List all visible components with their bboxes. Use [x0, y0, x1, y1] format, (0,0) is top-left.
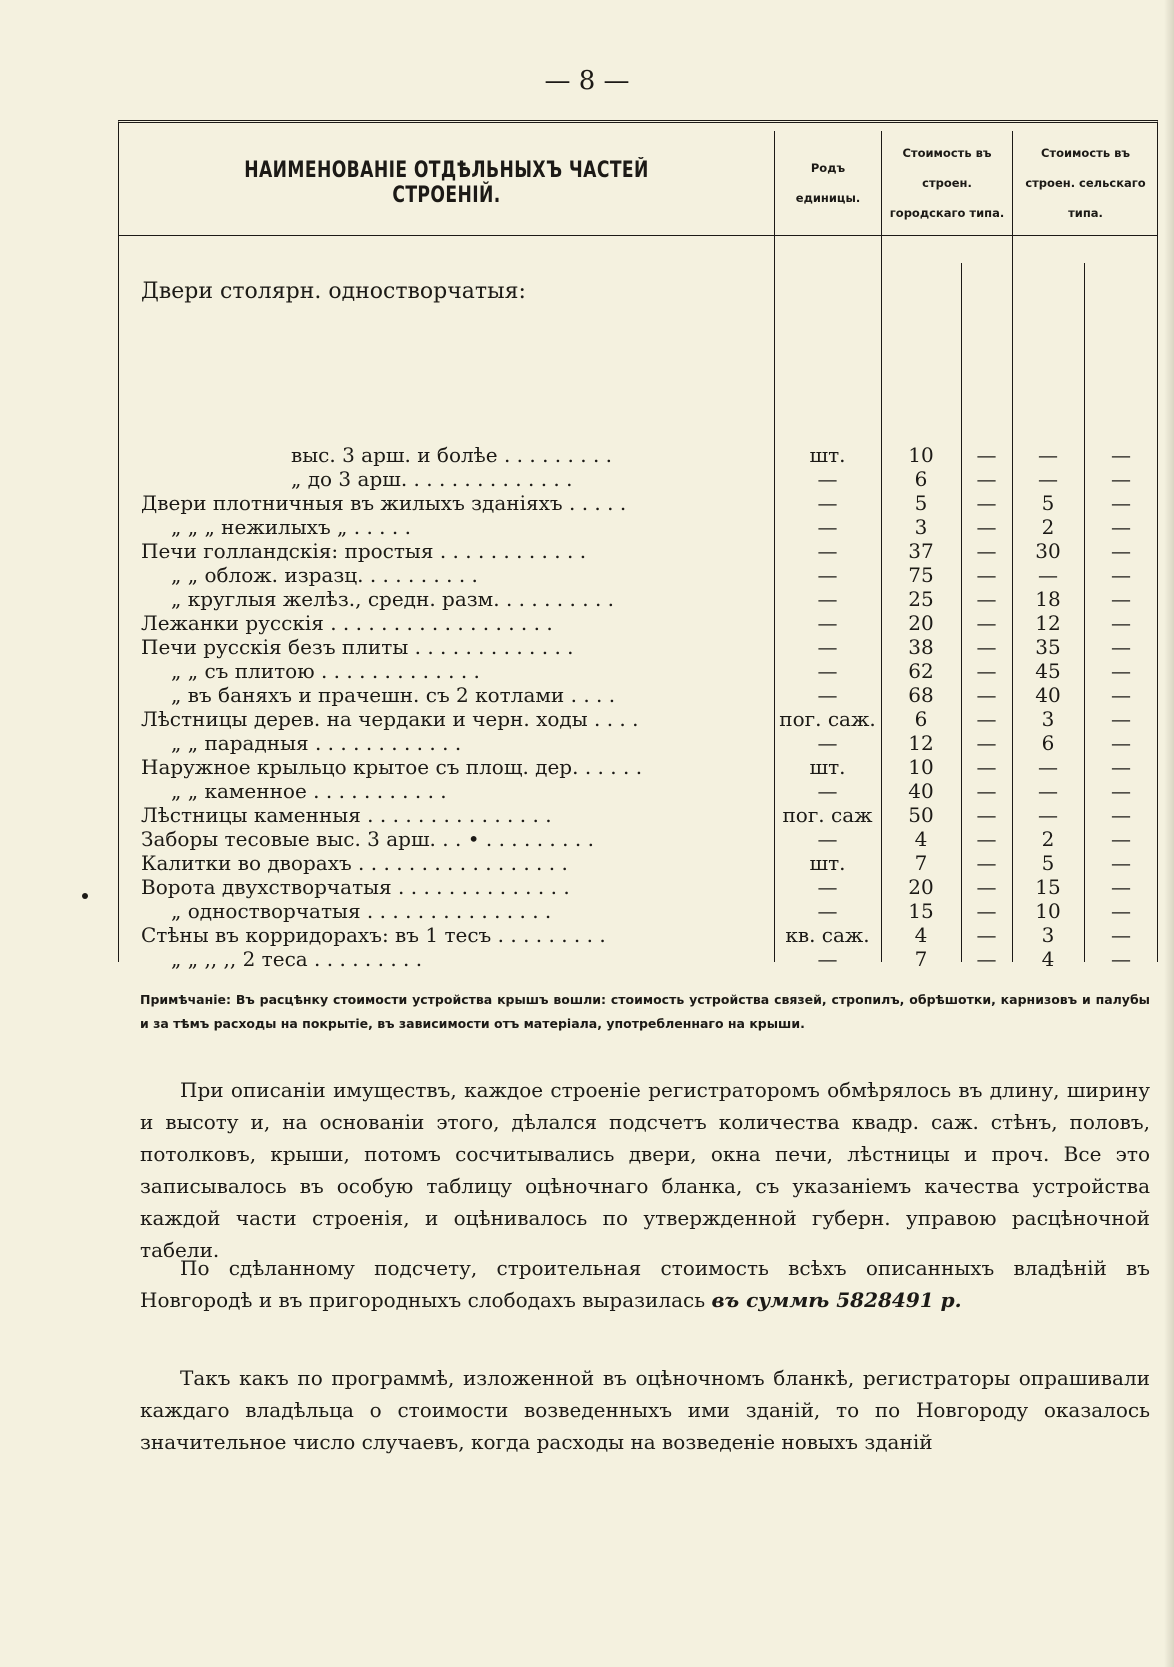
row-name: „ „ парадныя . . . . . . . . . . . . — [171, 731, 462, 755]
row-city-cost: 75 — [908, 563, 934, 587]
row-unit: — — [817, 659, 838, 683]
row-rural-cost: 2 — [1041, 515, 1055, 539]
row-rural-cost: 40 — [1035, 683, 1061, 707]
row-city-cost: 25 — [908, 587, 934, 611]
table-row — [119, 731, 1157, 755]
row-unit: — — [817, 587, 838, 611]
table-note: Примѣчаніе: Въ расцѣнку стоимости устройства крышъ вошли: стоимость устройства связей, стропилъ, обрѣшотки, карнизовъ и палубы и за тѣмъ расходы на покрытіе, въ зависимости отъ матеріала, употребленнаго на крыши. — [140, 992, 1150, 1031]
row-city-cost-kop: — — [976, 659, 997, 683]
row-unit: — — [817, 491, 838, 515]
margin-mark — [82, 893, 88, 899]
row-rural-cost-kop: — — [1111, 827, 1131, 851]
row-unit: пог. саж — [782, 803, 873, 827]
row-rural-cost-kop: — — [1111, 755, 1131, 779]
row-city-cost-kop: — — [976, 827, 997, 851]
row-name: Ворота двухстворчатыя . . . . . . . . . . . . . . — [141, 875, 570, 899]
row-rural-cost: 4 — [1041, 947, 1055, 971]
table-row — [119, 467, 1157, 491]
row-rural-cost: 6 — [1041, 731, 1055, 755]
table-row — [119, 635, 1157, 659]
row-name: „ „ каменное . . . . . . . . . . . — [171, 779, 447, 803]
row-city-cost-kop: — — [976, 467, 997, 491]
row-city-cost-kop: — — [976, 635, 997, 659]
row-rural-cost: 3 — [1041, 707, 1055, 731]
row-name: Лѣстницы дерев. на чердаки и черн. ходы . . . . — [141, 707, 639, 731]
row-city-cost-kop: — — [976, 515, 997, 539]
row-unit: — — [817, 563, 838, 587]
row-city-cost: 20 — [908, 875, 934, 899]
row-city-cost-kop: — — [976, 899, 997, 923]
row-rural-cost: 18 — [1035, 587, 1061, 611]
table-row — [119, 755, 1157, 779]
row-city-cost: 3 — [914, 515, 928, 539]
row-rural-cost: 10 — [1035, 899, 1061, 923]
table-row — [119, 851, 1157, 875]
row-city-cost: 7 — [914, 851, 928, 875]
row-rural-cost-kop: — — [1111, 563, 1131, 587]
table-row — [119, 659, 1157, 683]
row-rural-cost-kop: — — [1111, 923, 1131, 947]
paragraph-2-sum: въ суммѣ 5828491 р. — [711, 1288, 962, 1312]
row-city-cost-kop: — — [976, 923, 997, 947]
row-rural-cost: — — [1038, 467, 1058, 491]
table-row — [119, 443, 1157, 467]
table-header — [119, 131, 1157, 236]
row-rural-cost-kop: — — [1111, 875, 1131, 899]
row-city-cost: 50 — [908, 803, 934, 827]
table-row — [119, 587, 1157, 611]
row-name: „ „ съ плитою . . . . . . . . . . . . . — [171, 659, 480, 683]
row-city-cost-kop: — — [976, 803, 997, 827]
row-city-cost: 12 — [908, 731, 934, 755]
row-rural-cost-kop: — — [1111, 803, 1131, 827]
row-city-cost-kop: — — [976, 539, 997, 563]
page-edge — [1164, 0, 1174, 1667]
row-name: выс. 3 арш. и болѣе . . . . . . . . . — [291, 443, 613, 467]
row-name: „ „ облож. изразц. . . . . . . . . . — [171, 563, 478, 587]
row-unit: — — [817, 539, 838, 563]
row-rural-cost: 3 — [1041, 923, 1055, 947]
row-city-cost-kop: — — [976, 779, 997, 803]
row-city-cost: 15 — [908, 899, 934, 923]
table-row — [119, 683, 1157, 707]
row-rural-cost-kop: — — [1111, 707, 1131, 731]
row-unit: — — [817, 731, 838, 755]
row-rural-cost-kop: — — [1111, 635, 1131, 659]
row-city-cost: 4 — [914, 827, 928, 851]
row-city-cost: 4 — [914, 923, 928, 947]
row-city-cost-kop: — — [976, 851, 997, 875]
paragraph-2 — [140, 1252, 1150, 1316]
row-city-cost: 68 — [908, 683, 934, 707]
row-rural-cost: — — [1038, 779, 1058, 803]
table-row — [119, 491, 1157, 515]
row-city-cost-kop: — — [976, 707, 997, 731]
paragraph-3: Такъ какъ по программѣ, изложенной въ оцѣночномъ бланкѣ, регистраторы опрашивали каждаго владѣльца о стоимости возведенныхъ ими зданій, то по Новгороду оказалось значительное число случаевъ, когда расходы на возведеніе новыхъ зданій — [140, 1366, 1150, 1454]
row-rural-cost-kop: — — [1111, 899, 1131, 923]
row-city-cost: 5 — [914, 491, 928, 515]
row-city-cost-kop: — — [976, 683, 997, 707]
row-rural-cost-kop: — — [1111, 515, 1131, 539]
table-row — [119, 707, 1157, 731]
paragraph-1: При описаніи имуществъ, каждое строеніе регистраторомъ обмѣрялось въ длину, ширину и высоту и, на основаніи этого, дѣлался подсчетъ количества квадр. саж. стѣнъ, половъ, потолковъ, крыши, потомъ сосчитывались двери, окна печи, лѣстницы и проч. Все это записывалось въ особую таблицу оцѣночнаго бланка, съ указаніемъ качества устройства каждой части строенія, и оцѣнивалось по утвержденной губерн. управою расцѣночной табели. — [140, 1078, 1150, 1262]
row-name: Калитки во дворахъ . . . . . . . . . . . . . . . . . — [141, 851, 568, 875]
row-rural-cost-kop: — — [1111, 611, 1131, 635]
table-row — [119, 827, 1157, 851]
row-city-cost: 37 — [908, 539, 934, 563]
row-rural-cost: — — [1038, 443, 1058, 467]
row-name: Лѣстницы каменныя . . . . . . . . . . . . . . . — [141, 803, 552, 827]
row-city-cost: 62 — [908, 659, 934, 683]
row-city-cost: 38 — [908, 635, 934, 659]
row-city-cost: 6 — [914, 707, 928, 731]
row-rural-cost-kop: — — [1111, 491, 1131, 515]
table-row — [119, 563, 1157, 587]
row-city-cost-kop: — — [976, 755, 997, 779]
row-unit: шт. — [809, 755, 846, 779]
row-unit: — — [817, 467, 838, 491]
table-row — [119, 947, 1157, 971]
row-rural-cost: 5 — [1041, 851, 1055, 875]
row-city-cost-kop: — — [976, 611, 997, 635]
table-row — [119, 539, 1157, 563]
row-rural-cost-kop: — — [1111, 851, 1131, 875]
table-row — [119, 803, 1157, 827]
row-rural-cost-kop: — — [1111, 683, 1131, 707]
row-rural-cost: — — [1038, 755, 1058, 779]
header-unit: Родъ единицы. — [774, 131, 881, 235]
row-name: „ одностворчатыя . . . . . . . . . . . . . . . — [171, 899, 552, 923]
row-city-cost-kop: — — [976, 875, 997, 899]
row-name: Стѣны въ корридорахъ: въ 1 тесъ . . . . . . . . . — [141, 923, 606, 947]
row-rural-cost: — — [1038, 563, 1058, 587]
row-unit: — — [817, 899, 838, 923]
table-row — [119, 875, 1157, 899]
header-rural-cost: Стоимость въ строен. сельскаго типа. — [1012, 131, 1158, 235]
row-name: Наружное крыльцо крытое съ площ. дер. . . . . . — [141, 755, 643, 779]
row-city-cost-kop: — — [976, 587, 997, 611]
row-unit: — — [817, 947, 838, 971]
row-unit: пог. саж. — [779, 707, 876, 731]
table-row — [119, 923, 1157, 947]
section-heading: Двери столярн. одностворчатыя: — [141, 279, 526, 304]
row-name: „ круглыя желѣз., средн. разм. . . . . . . . . . — [171, 587, 615, 611]
row-unit: шт. — [809, 443, 846, 467]
row-rural-cost: 15 — [1035, 875, 1061, 899]
row-rural-cost-kop: — — [1111, 947, 1131, 971]
header-city-cost: Стоимость въ строен. городскаго типа. — [881, 131, 1012, 235]
table-row — [119, 779, 1157, 803]
row-name: Печи русскія безъ плиты . . . . . . . . . . . . . — [141, 635, 574, 659]
row-unit: — — [817, 635, 838, 659]
row-city-cost-kop: — — [976, 443, 997, 467]
row-city-cost-kop: — — [976, 563, 997, 587]
row-rural-cost-kop: — — [1111, 587, 1131, 611]
row-rural-cost-kop: — — [1111, 731, 1131, 755]
row-rural-cost: 45 — [1035, 659, 1061, 683]
row-rural-cost: 2 — [1041, 827, 1055, 851]
row-city-cost: 10 — [908, 755, 934, 779]
row-unit: — — [817, 683, 838, 707]
table-row — [119, 611, 1157, 635]
row-name: „ въ баняхъ и прачешн. съ 2 котлами . . . . — [171, 683, 616, 707]
row-unit: — — [817, 827, 838, 851]
row-rural-cost: — — [1038, 803, 1058, 827]
row-name: Заборы тесовые выс. 3 арш. . . • . . . . . . . . . — [141, 827, 594, 851]
row-city-cost: 7 — [914, 947, 928, 971]
row-city-cost-kop: — — [976, 491, 997, 515]
row-rural-cost-kop: — — [1111, 467, 1131, 491]
table-row — [119, 899, 1157, 923]
row-name: „ „ „ нежилыхъ „ . . . . . — [171, 515, 411, 539]
row-city-cost-kop: — — [976, 947, 997, 971]
row-name: Лежанки русскія . . . . . . . . . . . . . . . . . . — [141, 611, 553, 635]
row-unit: — — [817, 611, 838, 635]
row-name: „ „ ,, ,, 2 теса . . . . . . . . . — [171, 947, 423, 971]
row-rural-cost: 12 — [1035, 611, 1061, 635]
row-rural-cost-kop: — — [1111, 539, 1131, 563]
page-number: — 8 — — [544, 66, 630, 96]
row-rural-cost-kop: — — [1111, 659, 1131, 683]
row-rural-cost-kop: — — [1111, 443, 1131, 467]
row-name: Печи голландскія: простыя . . . . . . . . . . . . — [141, 539, 587, 563]
row-unit: кв. саж. — [785, 923, 870, 947]
row-city-cost: 40 — [908, 779, 934, 803]
row-rural-cost: 30 — [1035, 539, 1061, 563]
row-unit: шт. — [809, 851, 846, 875]
row-unit: — — [817, 779, 838, 803]
table-row — [119, 515, 1157, 539]
valuation-table — [118, 120, 1158, 971]
header-title: НАИМЕНОВАНІЕ ОТДѢЛЬНЫХЪ ЧАСТЕЙ СТРОЕНІЙ. — [244, 158, 649, 208]
row-rural-cost: 35 — [1035, 635, 1061, 659]
row-name: „ до 3 арш. . . . . . . . . . . . . . — [291, 467, 573, 491]
row-city-cost: 6 — [914, 467, 928, 491]
paragraph-2-text: По сдѣланному подсчету, строительная стоимость всѣхъ описанныхъ владѣній въ Новгородѣ и въ пригородныхъ слободахъ выразилась — [140, 1256, 1150, 1312]
row-city-cost: 10 — [908, 443, 934, 467]
row-name: Двери плотничныя въ жилыхъ зданіяхъ . . . . . — [141, 491, 627, 515]
row-unit: — — [817, 875, 838, 899]
row-rural-cost: 5 — [1041, 491, 1055, 515]
row-rural-cost-kop: — — [1111, 779, 1131, 803]
row-unit: — — [817, 515, 838, 539]
row-city-cost: 20 — [908, 611, 934, 635]
row-city-cost-kop: — — [976, 731, 997, 755]
